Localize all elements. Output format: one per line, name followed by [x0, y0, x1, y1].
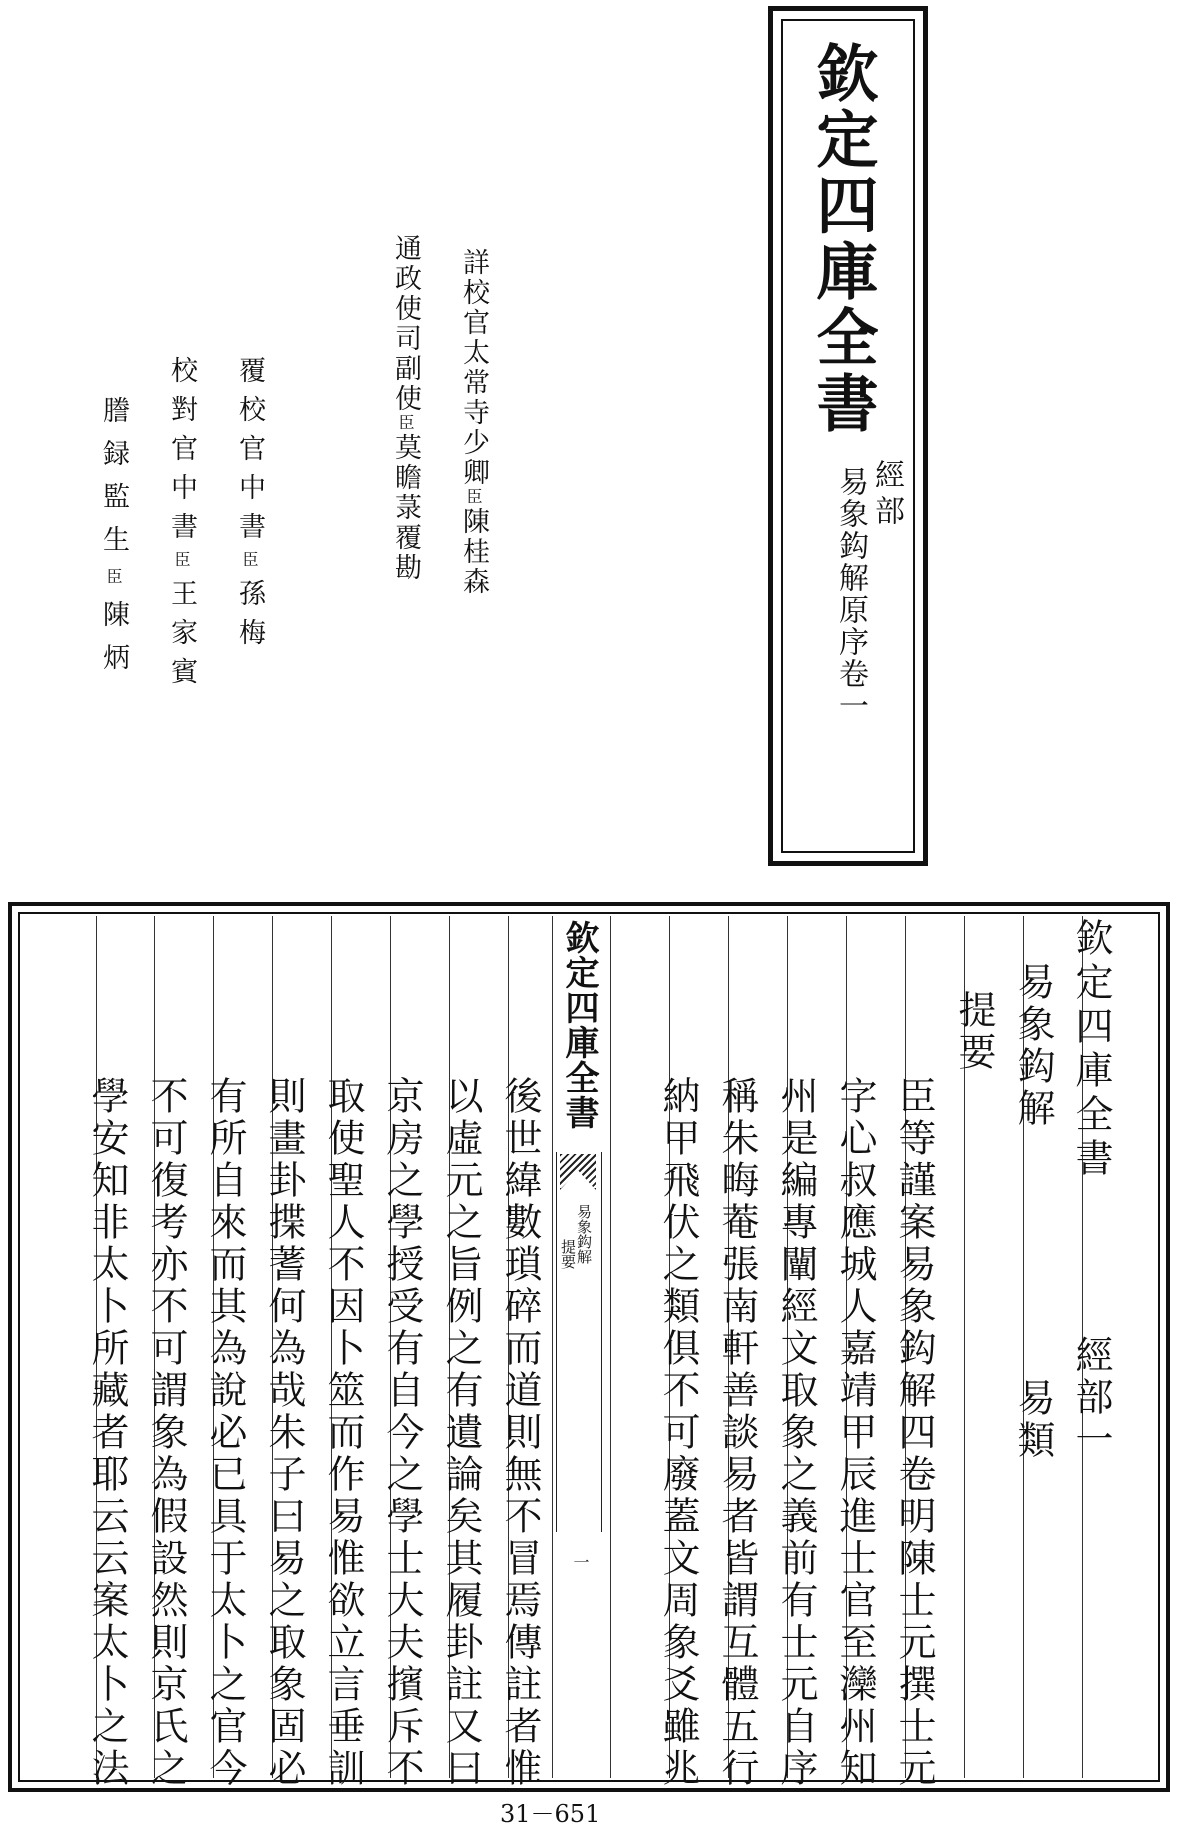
- credit-4-name: 王家賓: [166, 579, 197, 696]
- text-line-7: 以虛元之旨例之有遺論矣其履卦註又曰: [439, 1076, 483, 1790]
- credit-1-title: 詳校官太常寺少卿: [458, 248, 489, 488]
- text-line-8: 京房之學授受有自今之學士大夫擯斥不: [380, 1076, 424, 1790]
- frame-section: 經部一: [1069, 1335, 1113, 1461]
- credit-3-title: 覆校官中書: [234, 356, 265, 551]
- credit-5-chen: 臣: [104, 568, 123, 600]
- text-line-2: 字心叔應城人嘉靖甲辰進士官至灤州知: [833, 1076, 877, 1790]
- credit-col-3: [236, 356, 263, 657]
- main-title: 欽定四庫全書: [806, 41, 879, 437]
- credit-1-chen: 臣: [464, 488, 483, 507]
- text-line-13: 學安知非太卜所藏者耶云云案太卜之法: [85, 1076, 129, 1790]
- credit-2-chen: 臣: [396, 414, 415, 433]
- tiyao-heading: 提要: [952, 990, 996, 1074]
- volume-label: 易象鈎解原序卷一: [833, 466, 868, 722]
- text-line-5: 納甲飛伏之類俱不可廢蓋文周象爻雖兆: [656, 1076, 700, 1790]
- frame-title: 欽定四庫全書: [1069, 918, 1113, 1182]
- column-rule: [610, 916, 611, 1778]
- credit-4-title: 校對官中書: [166, 356, 197, 551]
- credit-5-name: 陳炳: [98, 600, 129, 686]
- gutter-page-number: 一: [571, 1554, 590, 1570]
- credit-2-title: 通政使司副使: [390, 234, 421, 414]
- gutter-title: 欽定四庫全書: [559, 920, 599, 1130]
- credit-col-1: [460, 248, 487, 597]
- credit-2-name: 莫瞻菉覆勘: [390, 433, 421, 583]
- credit-col-4: [168, 356, 195, 696]
- text-line-12: 不可復考亦不可謂象為假設然則京氏之: [144, 1076, 188, 1790]
- page-number: 31－651: [500, 1800, 601, 1828]
- credit-3-name: 孫梅: [234, 579, 265, 657]
- credit-3-chen: 臣: [240, 551, 259, 579]
- text-line-10: 則畫卦揲蓍何為哉朱子曰易之取象固必: [262, 1076, 306, 1790]
- category-label: 易類: [1011, 1378, 1055, 1462]
- book-title: 易象鈎解: [1011, 962, 1055, 1130]
- credit-5-title: 謄録監生: [98, 396, 129, 568]
- center-gutter: [556, 914, 602, 1774]
- title-slip: [768, 6, 928, 866]
- credit-col-2: [392, 234, 419, 583]
- gutter-tiyao: 提要: [559, 1239, 577, 1269]
- credit-4-chen: 臣: [172, 551, 191, 579]
- text-line-1: 臣等謹案易象鈎解四卷明陳士元撰士元: [892, 1076, 936, 1790]
- section-label: 經部: [869, 459, 904, 531]
- gutter-book-title: 易象鈎解: [575, 1204, 593, 1264]
- column-rule: [552, 916, 553, 1778]
- text-line-6: 後世緯數瑣碎而道則無不冒焉傳註者惟: [498, 1076, 542, 1790]
- text-line-3: 州是編專闡經文取象之義前有士元自序: [774, 1076, 818, 1790]
- credit-1-name: 陳桂森: [458, 507, 489, 597]
- text-line-4: 稱朱晦菴張南軒善談易者皆謂互體五行: [715, 1076, 759, 1790]
- credit-col-5: [100, 396, 127, 686]
- text-line-9: 取使聖人不因卜筮而作易惟欲立言垂訓: [321, 1076, 365, 1790]
- text-line-11: 有所自來而其為說必已具于太卜之官今: [203, 1076, 247, 1790]
